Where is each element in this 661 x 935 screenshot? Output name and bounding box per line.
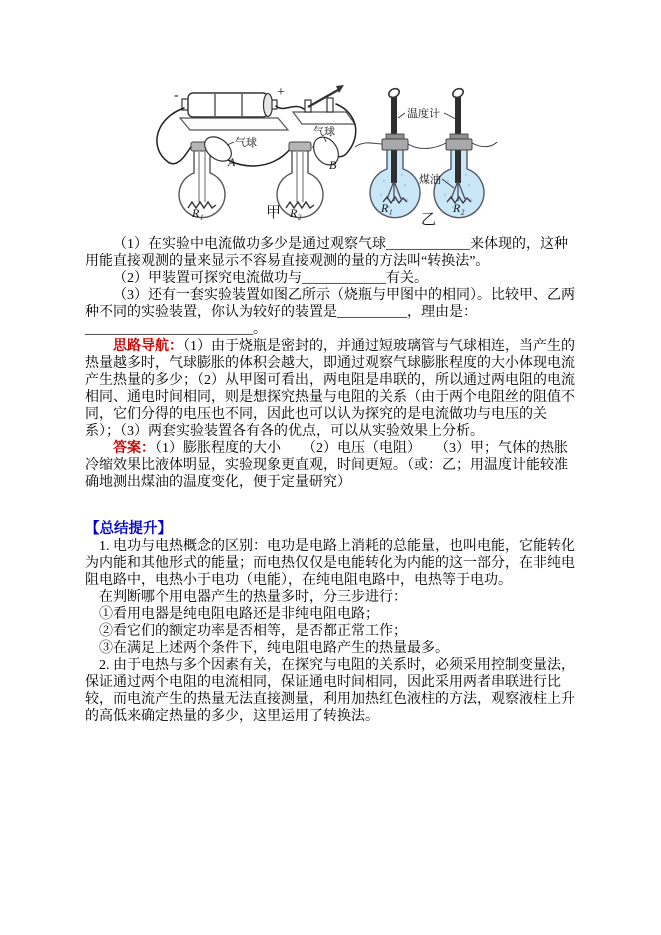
summary-paragraph-3: 2. 由于电热与多个因素有关，在探究与电阻的关系时，必须采用控制变量法，保证通过两个电阻的电流相同，保证通电时间相同，因此采用两者串联进行比较，而电流产生的热量无法直接测量，利用加热红色液柱的方法，观察液柱上升的高低来确定热量的多少，这里运用了转换法。 xyxy=(85,658,575,724)
wire-battery-to-flask1 xyxy=(157,108,192,164)
summary-step-1: ①看用电器是纯电阻电路还是非纯电阻电路； xyxy=(99,607,379,622)
lead-wire-middle xyxy=(408,143,446,148)
thermometer-pointer-left xyxy=(398,113,405,118)
guide-text: （1）由于烧瓶是密封的，并通过短玻璃管与气球相连，当产生的热量越多时，气球膨胀的体积会越大，即通过观察气球膨胀程度的大小体现电流产生热量的多少；（2）从甲图可看出，两电阻是串联的，所以通过两电阻的电流相同、通电时间相同，则是想探究热量与电阻的关系（由于两个电阻丝的阻值不同，它们分得的电压也不同，因此也可以认为探究的是电流做功与电压的关系）；（3）两套实验装置各有各的优点，可以从实验效果上分析。 xyxy=(85,339,575,439)
guide-label: 思路导航： xyxy=(113,339,183,354)
balloon-b-letter: B xyxy=(329,158,337,172)
answer-label: 答案： xyxy=(113,441,155,456)
flask-r1-yi-label: R₁ xyxy=(381,201,393,215)
figure-yi-label: 乙 xyxy=(421,212,437,228)
figure-yi-flasks-diagram xyxy=(353,85,498,231)
question-1: （1）在实验中电流做功多少是通过观察气球____________来体现的，这种用能直接观测的量来显示不容易直接观测的量的方法叫“转换法”。 xyxy=(85,237,568,269)
answer-text: （1）膨胀程度的大小 （2）电压（电阻） （3）甲；气体的热胀冷缩效果比液体明显，实验现象更直观，时间更短。（或：乙；用温度计能较准确地测出煤油的温度变化，便于定量研究） xyxy=(85,441,568,490)
summary-step-3: ③在满足上述两个条件下，纯电阻电路产生的热量最多。 xyxy=(99,641,449,656)
summary-heading: 【总结提升】 xyxy=(85,521,172,537)
flask-r2-label: R₂ xyxy=(290,206,302,220)
guide-paragraph xyxy=(85,338,579,440)
thermometer-pointer-right xyxy=(444,113,456,119)
summary-paragraph-1: 1. 电功与电热概念的区别：电功是电路上消耗的总能量，也叫电能，它能转化为内能和其他形式的能量；而电热仅仅是电能转化为内能的这一部分，在非纯电阻电路中，电热小于电功（电能），在纯电阻电路中，电热等于电功。 xyxy=(85,539,575,588)
balloon-a-pointer-line xyxy=(227,142,234,145)
figure-jia-circuit-diagram xyxy=(130,85,370,231)
lead-wire-left xyxy=(355,143,382,147)
switch-icon xyxy=(293,85,355,124)
wire-battery-to-switch xyxy=(276,106,304,109)
balloon-b-label: 气球 xyxy=(313,126,335,138)
battery-minus-label: - xyxy=(174,88,179,103)
lead-wire-right xyxy=(472,142,497,147)
thermometer-label: 温度计 xyxy=(407,108,440,120)
kerosene-label: 煤油 xyxy=(419,174,441,186)
summary-paragraph-2: 在判断哪个用电器产生的热量多时，分三步进行： xyxy=(99,590,407,605)
document-body xyxy=(85,85,579,725)
flask-r2-yi-label: R₂ xyxy=(453,201,465,215)
balloon-a-label: 气球 xyxy=(235,137,257,149)
answer-paragraph xyxy=(85,440,579,491)
flask-r1-label: R₁ xyxy=(192,206,204,220)
experiment-figures xyxy=(85,85,579,231)
flask-r1-kerosene-icon xyxy=(370,87,420,218)
balloon-a-letter: A xyxy=(228,155,236,169)
summary-step-2: ②看它们的额定功率是否相等，是否都正常工作； xyxy=(99,624,407,639)
question-2: （2）甲装置可探究电流做功与____________有关。 xyxy=(113,271,428,286)
figure-jia-label: 甲 xyxy=(266,205,282,221)
question-3: （3）还有一套实验装置如图乙所示（烧瓶与甲图中的相同）。比较甲、乙两种不同的实验装置，你认为较好的装置是__________，理由是：________________________。 xyxy=(85,288,575,337)
battery-plus-label: + xyxy=(277,85,285,100)
battery-icon xyxy=(180,93,288,130)
flask-r2-kerosene-icon xyxy=(434,87,484,218)
